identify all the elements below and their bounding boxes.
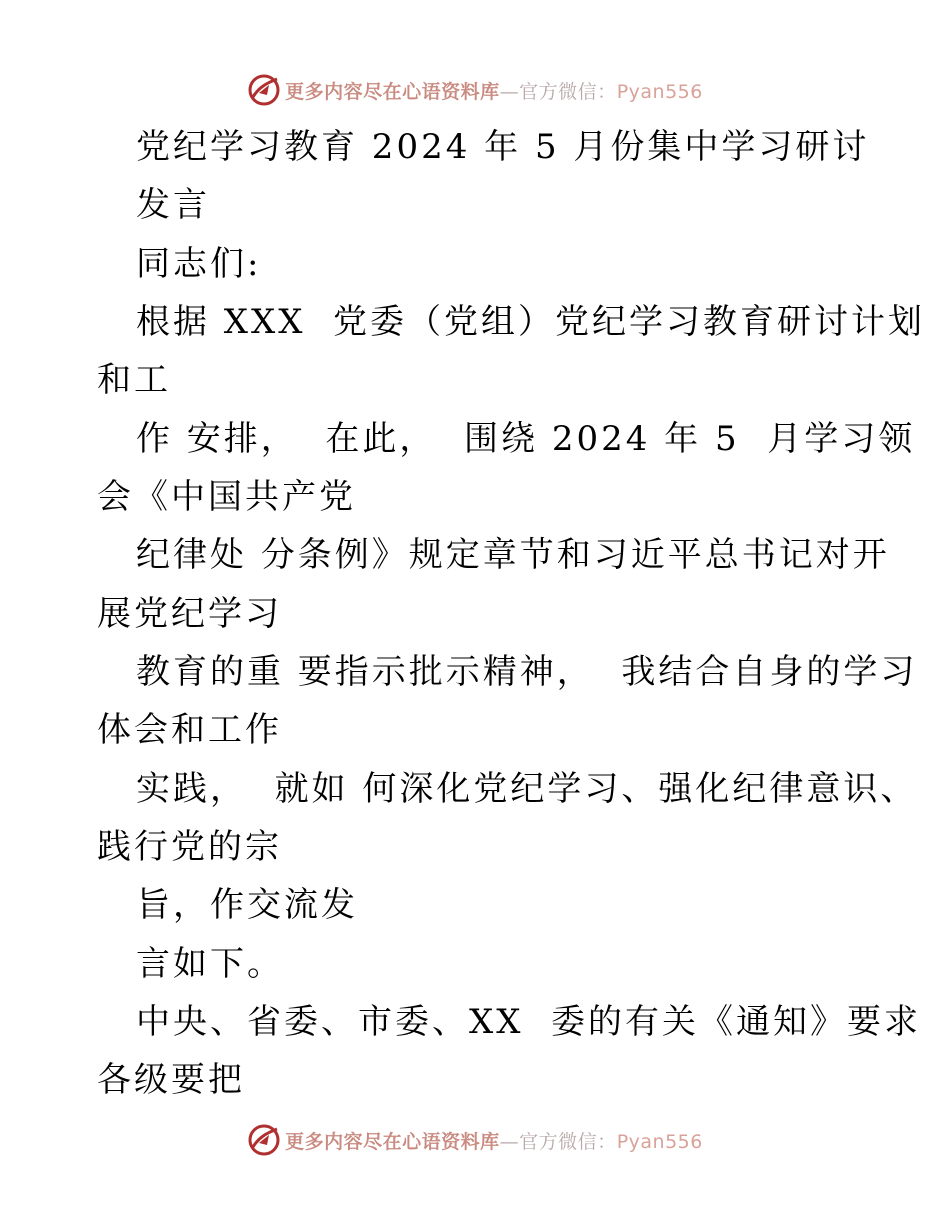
document-line: 和工: [97, 360, 171, 400]
document-line: 根据 XXX 党委（党组）党纪学习教育研讨计划: [136, 302, 926, 342]
document-line: 教育的重 要指示批示精神， 我结合自身的学习: [136, 652, 918, 692]
banner-wechat-label: 官方微信：: [519, 80, 617, 103]
document-line: 各级要把: [97, 1060, 245, 1100]
banner-wechat-label: 官方微信：: [519, 1130, 617, 1153]
document-line: 纪律处 分条例》规定章节和习近平总书记对开: [136, 535, 890, 575]
document-line: 作 安排， 在此， 围绕 2024 年 5 月学习领: [136, 419, 916, 459]
banner-text: [285, 1127, 703, 1154]
document-line: 践行党的宗: [97, 827, 282, 867]
header-banner: [0, 70, 950, 110]
document-line: 会《中国共产党: [97, 477, 356, 517]
banner-wechat-id: Pyan556: [616, 1130, 703, 1153]
document-line: 发言: [136, 185, 210, 225]
document-line: 中央、省委、市委、XX 委的有关《通知》要求: [136, 1002, 922, 1042]
banner-dash: —: [499, 1130, 520, 1153]
document-line: 言如下。: [136, 944, 284, 984]
pen-swirl-logo-icon: [247, 73, 281, 107]
banner-wechat-id: Pyan556: [616, 80, 703, 103]
document-line: 党纪学习教育 2024 年 5 月份集中学习研讨: [136, 127, 870, 167]
pen-swirl-logo-icon: [247, 1123, 281, 1157]
document-line: 旨，作交流发: [136, 885, 358, 925]
banner-title: 更多内容尽在心语资料库: [285, 80, 500, 103]
banner-dash: —: [499, 80, 520, 103]
document-line: 展党纪学习: [97, 594, 282, 634]
banner-title: 更多内容尽在心语资料库: [285, 1130, 500, 1153]
footer-banner: [0, 1120, 950, 1160]
document-line: 体会和工作: [97, 710, 282, 750]
banner-text: [285, 77, 703, 104]
document-line: 实践， 就如 何深化党纪学习、强化纪律意识、: [136, 769, 918, 809]
document-line: 同志们:: [136, 244, 262, 284]
